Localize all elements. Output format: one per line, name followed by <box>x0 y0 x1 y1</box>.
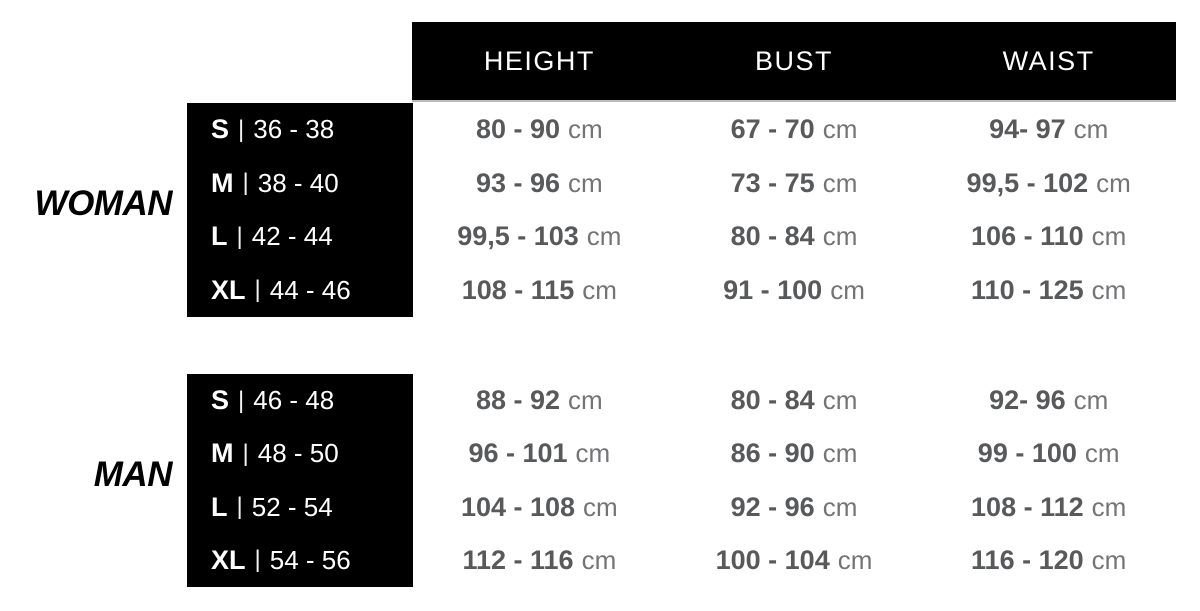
value-unit: cm <box>822 491 858 522</box>
value-cell-waist <box>921 481 1176 534</box>
value-row <box>412 264 1176 318</box>
value-cell-height <box>412 103 667 157</box>
size-range: 54 - 56 <box>269 544 351 575</box>
values-man <box>412 374 1176 587</box>
value-unit: cm <box>1084 438 1120 469</box>
value-unit: cm <box>822 221 858 252</box>
value-unit: cm <box>568 385 603 416</box>
value-cell-bust <box>667 481 922 534</box>
header-col-height: HEIGHT <box>483 45 595 76</box>
value-unit: cm <box>1091 491 1127 522</box>
value-cell-height <box>412 157 667 211</box>
value-row <box>412 427 1176 480</box>
value-unit: cm <box>583 491 618 522</box>
value-cell-bust <box>667 374 922 427</box>
values-woman <box>412 103 1176 317</box>
value-cell-height <box>412 481 667 534</box>
value-number: 93 - 96 <box>475 167 561 198</box>
size-range: 46 - 48 <box>253 385 335 416</box>
value-unit: cm <box>822 385 858 416</box>
value-unit: cm <box>822 114 858 145</box>
value-unit: cm <box>1073 114 1109 145</box>
size-row <box>187 264 413 318</box>
value-number: 99,5 - 103 <box>457 221 579 252</box>
size-range: 48 - 50 <box>257 438 339 469</box>
value-number: 116 - 120 <box>971 544 1084 575</box>
value-cell-height <box>412 427 667 480</box>
value-number: 99 - 100 <box>977 438 1077 469</box>
size-separator: | <box>236 493 243 521</box>
value-row <box>412 157 1176 211</box>
value-cell-height <box>412 210 667 264</box>
value-unit: cm <box>582 274 617 305</box>
value-row <box>412 534 1176 587</box>
value-number: 96 - 101 <box>468 438 568 469</box>
size-row <box>187 103 413 157</box>
value-number: 92- 96 <box>989 385 1066 416</box>
value-cell-bust <box>667 210 922 264</box>
value-row <box>412 374 1176 427</box>
value-number: 100 - 104 <box>715 544 830 575</box>
value-unit: cm <box>575 438 611 469</box>
value-row <box>412 210 1176 264</box>
value-unit: cm <box>837 544 873 575</box>
value-number: 108 - 115 <box>461 274 575 305</box>
value-number: 108 - 112 <box>971 491 1084 522</box>
value-cell-bust <box>667 103 922 157</box>
size-letter: L <box>211 491 228 522</box>
size-letter: XL <box>211 274 246 305</box>
size-row <box>187 157 413 211</box>
value-number: 86 - 90 <box>730 438 815 469</box>
value-number: 92 - 96 <box>730 491 815 522</box>
size-range: 44 - 46 <box>269 274 351 305</box>
size-separator: | <box>242 439 249 467</box>
size-box-man <box>187 374 413 587</box>
value-cell-height <box>412 534 667 587</box>
value-number: 99,5 - 102 <box>966 167 1089 198</box>
group-label-woman: WOMAN <box>34 184 172 223</box>
size-letter: XL <box>211 544 246 575</box>
value-unit: cm <box>1091 221 1127 252</box>
size-separator: | <box>238 115 245 143</box>
value-cell-bust <box>667 534 922 587</box>
value-number: 80 - 84 <box>730 221 815 252</box>
value-row <box>412 481 1176 534</box>
value-cell-waist <box>921 157 1176 211</box>
size-box-woman <box>187 103 413 317</box>
size-letter: M <box>211 167 234 198</box>
size-range: 42 - 44 <box>251 221 333 252</box>
size-row <box>187 374 413 427</box>
size-row <box>187 481 413 534</box>
value-cell-waist <box>921 427 1176 480</box>
size-letter: S <box>211 385 230 416</box>
value-unit: cm <box>1073 385 1109 416</box>
size-range: 52 - 54 <box>251 491 333 522</box>
size-separator: | <box>254 276 261 304</box>
size-letter: L <box>211 221 228 252</box>
value-unit: cm <box>581 544 617 575</box>
value-unit: cm <box>1091 544 1127 575</box>
value-unit: cm <box>1091 274 1127 305</box>
size-separator: | <box>254 546 261 574</box>
size-range: 36 - 38 <box>253 114 335 145</box>
value-number: 110 - 125 <box>971 274 1084 305</box>
value-cell-waist <box>921 103 1176 157</box>
value-unit: cm <box>568 167 603 198</box>
table-header <box>412 22 1176 102</box>
value-number: 112 - 116 <box>462 544 574 575</box>
header-col-bust: BUST <box>755 45 834 76</box>
value-number: 80 - 90 <box>475 114 561 145</box>
value-number: 104 - 108 <box>460 491 576 522</box>
value-cell-height <box>412 374 667 427</box>
value-unit: cm <box>568 114 603 145</box>
value-cell-waist <box>921 210 1176 264</box>
size-range: 38 - 40 <box>257 167 339 198</box>
value-number: 106 - 110 <box>971 221 1084 252</box>
value-unit: cm <box>1096 167 1131 198</box>
value-cell-bust <box>667 157 922 211</box>
value-cell-height <box>412 264 667 318</box>
value-cell-bust <box>667 264 922 318</box>
value-number: 73 - 75 <box>730 167 815 198</box>
value-number: 67 - 70 <box>730 114 815 145</box>
value-number: 88 - 92 <box>475 385 561 416</box>
size-row <box>187 210 413 264</box>
value-unit: cm <box>586 221 622 252</box>
value-unit: cm <box>830 274 865 305</box>
size-letter: S <box>211 114 230 145</box>
value-cell-waist <box>921 374 1176 427</box>
size-separator: | <box>236 222 243 250</box>
group-label-man: MAN <box>93 455 172 494</box>
header-col-waist: WAIST <box>1002 45 1095 76</box>
size-separator: | <box>242 169 249 197</box>
value-cell-waist <box>921 534 1176 587</box>
value-number: 80 - 84 <box>730 385 815 416</box>
value-unit: cm <box>822 438 858 469</box>
value-row <box>412 103 1176 157</box>
size-letter: M <box>211 438 234 469</box>
value-cell-waist <box>921 264 1176 318</box>
value-unit: cm <box>822 167 858 198</box>
value-cell-bust <box>667 427 922 480</box>
value-number: 91 - 100 <box>723 274 823 305</box>
size-row <box>187 427 413 480</box>
size-row <box>187 534 413 587</box>
value-number: 94- 97 <box>989 114 1066 145</box>
size-separator: | <box>238 386 245 414</box>
